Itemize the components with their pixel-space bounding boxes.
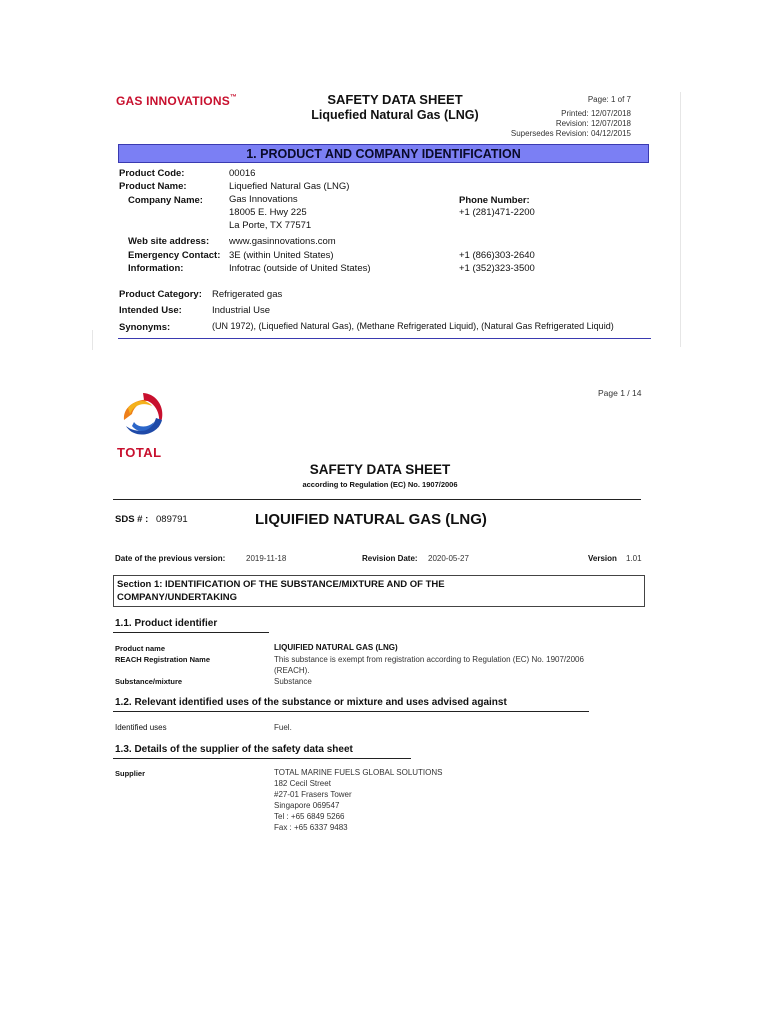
phone-value: +1 (281)471-2200: [459, 207, 535, 218]
logo-trademark: ™: [229, 94, 238, 101]
subheading-1-1: 1.1. Product identifier: [115, 618, 218, 629]
reach-line-1: This substance is exempt from registration according to Regulation (EC) No. 1907/2006: [274, 655, 584, 664]
subheading-1-1-rule: [113, 632, 269, 633]
synonyms-label: Synonyms:: [119, 322, 171, 333]
reach-line-2: (REACH).: [274, 666, 310, 675]
substance-label: Substance/mixture: [115, 677, 183, 686]
doc2-page-number: Page 1 / 14: [598, 388, 642, 398]
page-edge-line: [680, 92, 681, 347]
prev-version-label: Date of the previous version:: [115, 554, 226, 563]
company-name-label: Company Name:: [128, 195, 203, 206]
gas-innovations-logo: [116, 94, 237, 108]
doc2-subtitle: according to Regulation (EC) No. 1907/2006: [302, 480, 458, 489]
doc1-subtitle: Liquefied Natural Gas (LNG): [311, 108, 479, 122]
supplier-line-4: Singapore 069547: [274, 801, 340, 810]
supplier-line-3: #27-01 Frasers Tower: [274, 790, 352, 799]
doc1-printed: Printed: 12/07/2018: [561, 109, 631, 118]
total-logo-icon: [118, 390, 168, 440]
logo-text: GAS INNOVATIONS: [116, 94, 230, 108]
company-line-3: La Porte, TX 77571: [229, 220, 312, 231]
product-title: LIQUIFIED NATURAL GAS (LNG): [255, 511, 487, 528]
section-1-heading: [113, 575, 645, 607]
product-category-label: Product Category:: [119, 289, 202, 300]
substance-value: Substance: [274, 677, 312, 686]
synonyms-value: (UN 1972), (Liquefied Natural Gas), (Methane Refrigerated Liquid), (Natural Gas Refrigerated Liquid): [212, 321, 614, 331]
identified-uses-label: Identified uses: [115, 723, 167, 732]
product-name-label: Product Name:: [119, 181, 187, 192]
supplier-line-6: Fax : +65 6337 9483: [274, 823, 348, 832]
total-logo-word: TOTAL: [117, 445, 162, 460]
revision-date-label: Revision Date:: [362, 554, 418, 563]
supplier-line-5: Tel : +65 6849 5266: [274, 812, 345, 821]
doc1-supersedes: Supersedes Revision: 04/12/2015: [510, 129, 631, 138]
subheading-1-2-rule: [113, 711, 589, 712]
supplier-line-2: 182 Cecil Street: [274, 779, 331, 788]
product-category-value: Refrigerated gas: [212, 289, 283, 300]
identified-uses-value: Fuel.: [274, 723, 292, 732]
emergency-information-label: Information:: [128, 263, 184, 274]
revision-date-value: 2020-05-27: [428, 554, 469, 563]
gas-innovations-sds-excerpt: [0, 0, 768, 350]
supplier-label: Supplier: [115, 769, 146, 778]
section-1-heading-line-1: Section 1: IDENTIFICATION OF THE SUBSTANCE/MIXTURE AND OF THE: [117, 579, 445, 590]
emergency-phone-1: +1 (866)303-2640: [459, 250, 535, 261]
emergency-contact-label: Emergency Contact:: [128, 250, 221, 261]
company-line-2: 18005 E. Hwy 225: [229, 207, 307, 218]
emergency-contact-1: 3E (within United States): [229, 250, 334, 261]
doc1-revision: Revision: 12/07/2018: [555, 119, 631, 128]
product-name-value: LIQUIFIED NATURAL GAS (LNG): [274, 643, 398, 652]
website-link[interactable]: www.gasinnovations.com: [229, 236, 336, 247]
section-bottom-rule: [118, 338, 651, 339]
phone-label: Phone Number:: [459, 195, 530, 206]
intended-use-label: Intended Use:: [119, 305, 182, 316]
sds-number-value: 089791: [156, 514, 188, 525]
intended-use-value: Industrial Use: [212, 305, 271, 316]
product-code-label: Product Code:: [119, 168, 185, 179]
subheading-1-3-rule: [113, 758, 411, 759]
section-1-banner: 1. PRODUCT AND COMPANY IDENTIFICATION: [118, 144, 649, 163]
version-label: Version: [588, 554, 617, 563]
emergency-contact-2: Infotrac (outside of United States): [229, 263, 371, 274]
doc1-title: SAFETY DATA SHEET: [327, 92, 463, 107]
total-sds-excerpt: [0, 370, 768, 1024]
subheading-1-3: 1.3. Details of the supplier of the safety data sheet: [115, 744, 353, 755]
doc1-page-number: Page: 1 of 7: [587, 95, 631, 104]
section-1-heading-line-2: COMPANY/UNDERTAKING: [117, 592, 237, 603]
subheading-1-2: 1.2. Relevant identified uses of the substance or mixture and uses advised against: [115, 697, 507, 708]
company-line-1: Gas Innovations: [229, 194, 298, 205]
prev-version-value: 2019-11-18: [246, 554, 287, 563]
product-name-value: Liquefied Natural Gas (LNG): [229, 181, 350, 192]
title-rule: [113, 499, 641, 500]
doc2-title: SAFETY DATA SHEET: [309, 462, 451, 477]
emergency-phone-2: +1 (352)323-3500: [459, 263, 535, 274]
page-edge-line-left: [92, 330, 93, 350]
reach-label: REACH Registration Name: [115, 655, 211, 664]
version-value: 1.01: [626, 554, 642, 563]
product-name-label: Product name: [115, 644, 166, 653]
supplier-line-1: TOTAL MARINE FUELS GLOBAL SOLUTIONS: [274, 768, 443, 777]
website-label: Web site address:: [128, 236, 210, 247]
product-code-value: 00016: [229, 168, 256, 179]
sds-number-label: SDS # :: [115, 514, 149, 525]
